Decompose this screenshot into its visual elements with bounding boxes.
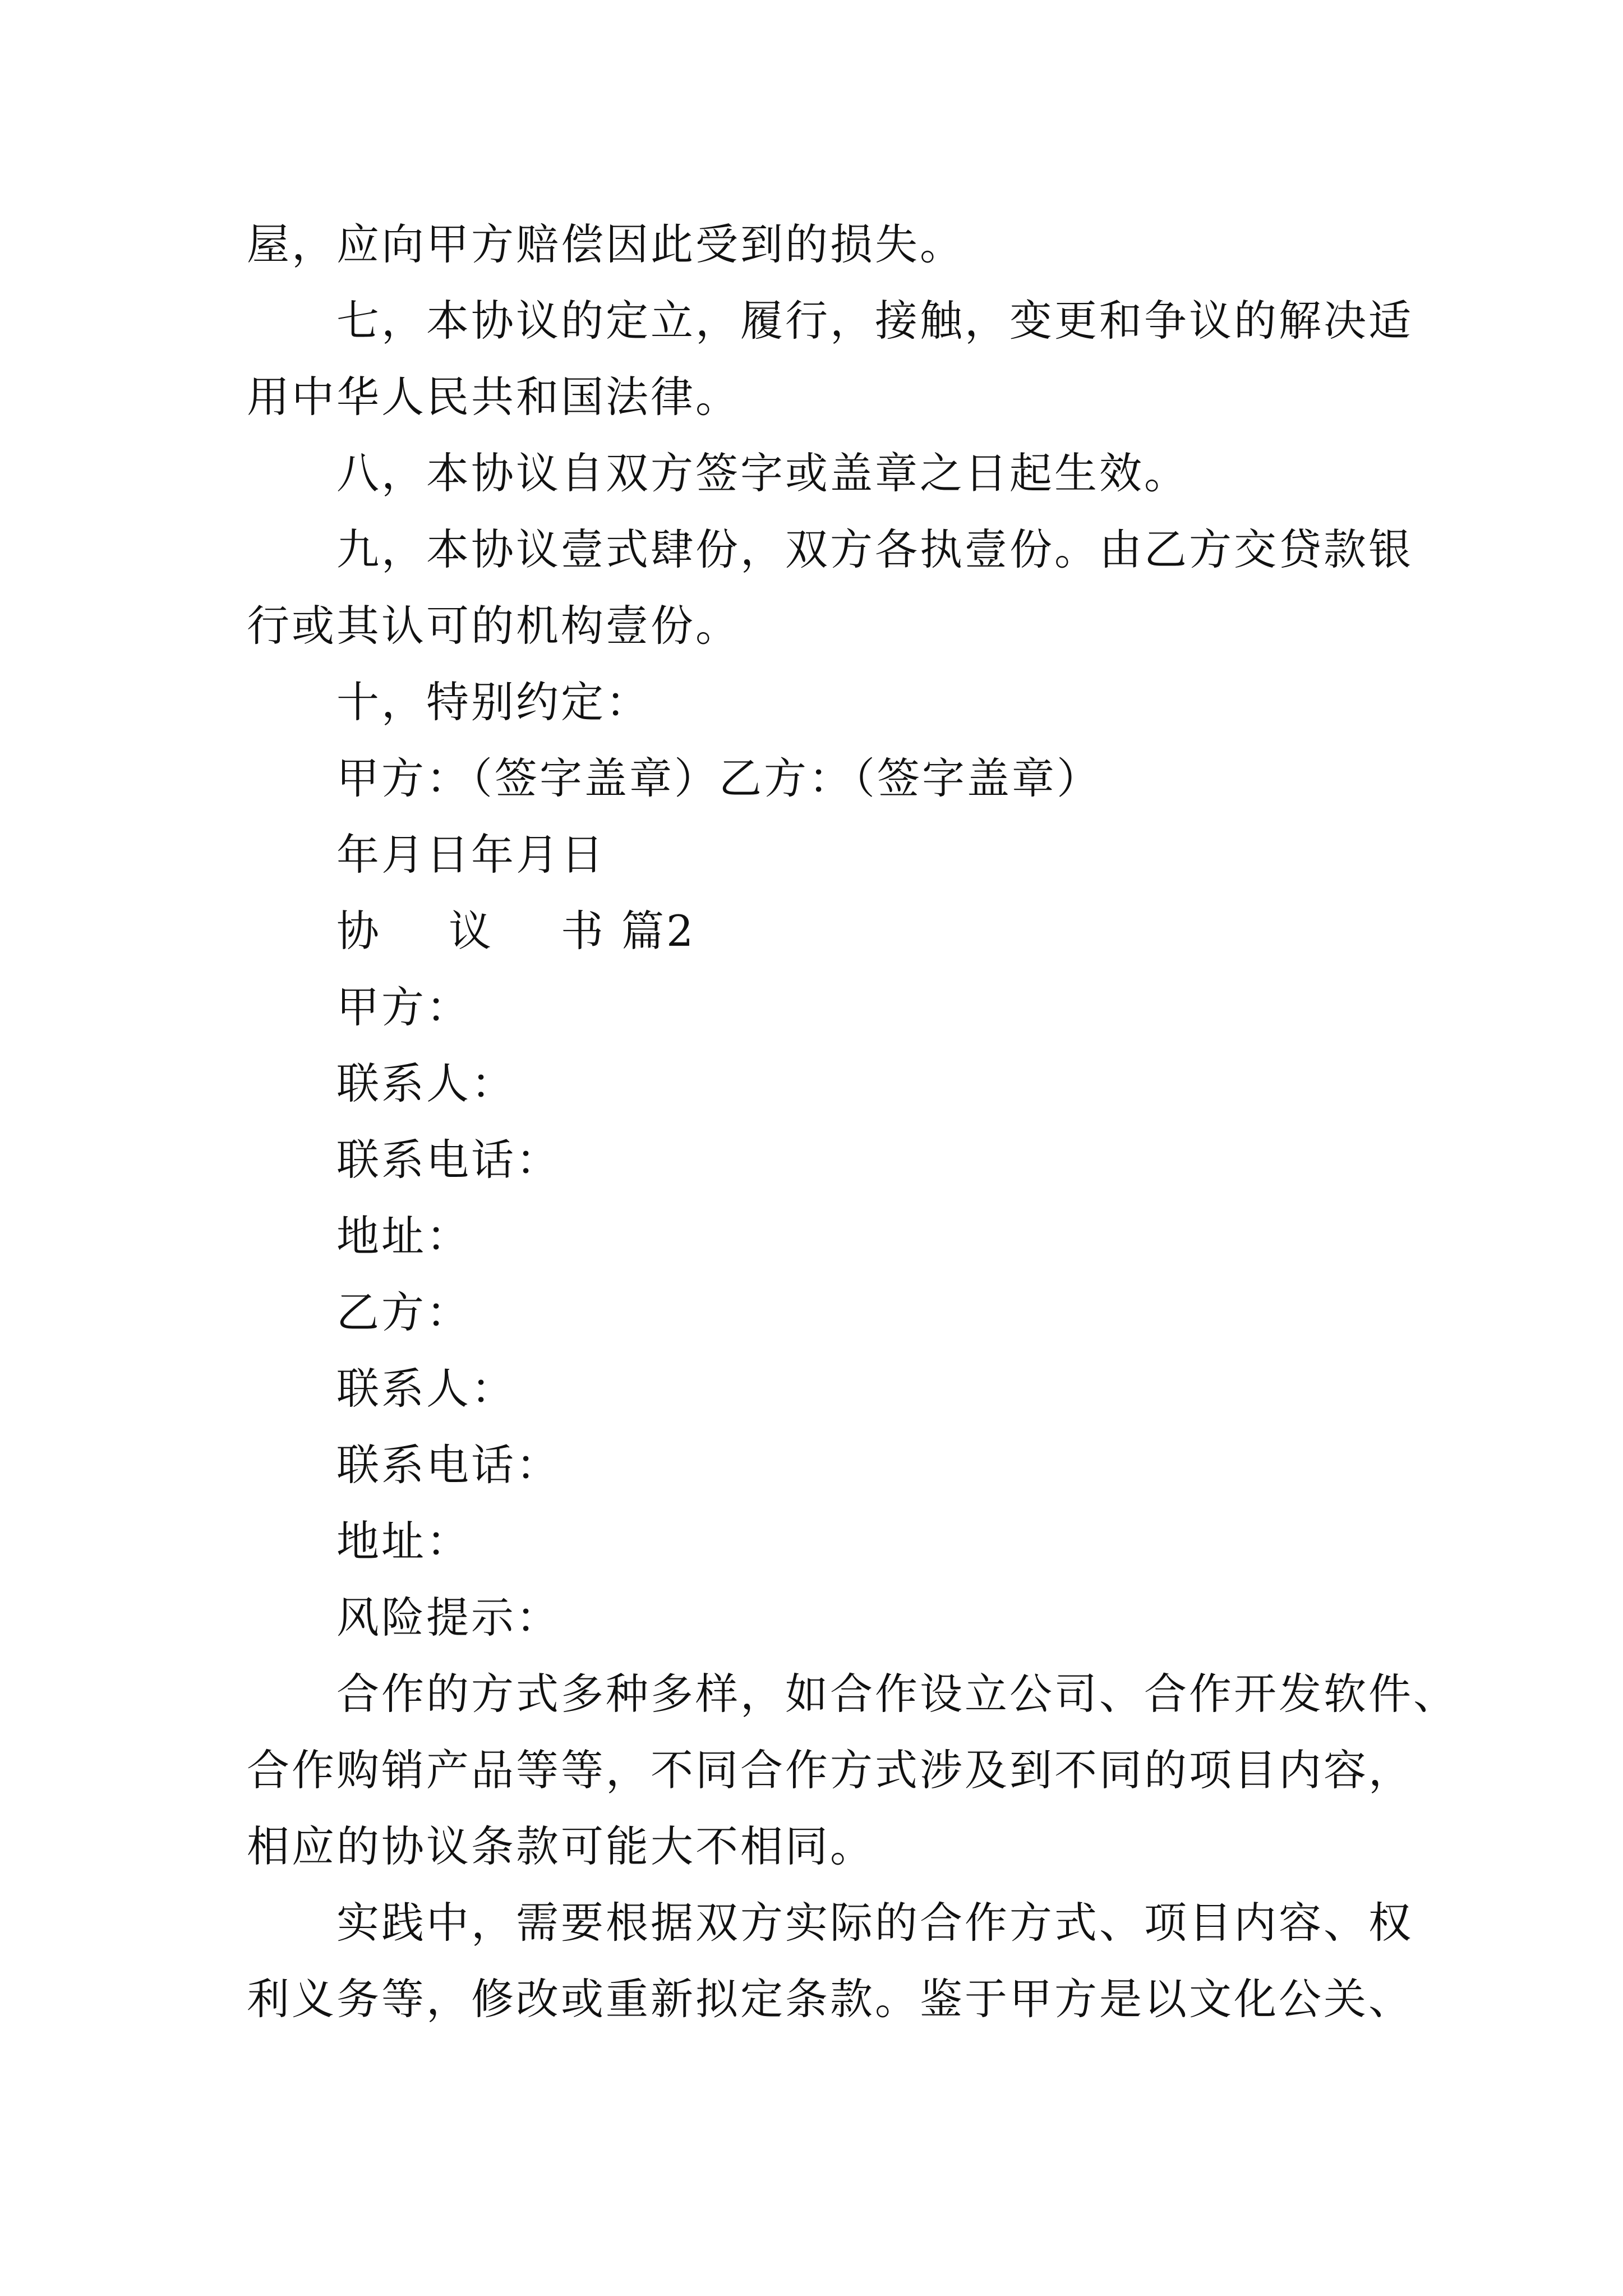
title-part: 协	[336, 906, 381, 956]
field-contact-b: 联系人：	[336, 1364, 516, 1414]
title-part: 议	[449, 906, 494, 956]
text-line: 七，本协议的定立，履行，接触，变更和争议的解决适	[336, 296, 1413, 346]
paragraph-line: 相应的协议条款可能大不相同。	[247, 1821, 875, 1871]
text-line: 屋，应向甲方赔偿因此受到的损失。	[247, 219, 965, 269]
title-part: 篇2	[621, 906, 696, 956]
text-line: 用中华人民共和国法律。	[247, 372, 740, 422]
paragraph-line: 实践中，需要根据双方实际的合作方式、项目内容、权	[336, 1898, 1413, 1948]
field-address-a: 地址：	[336, 1211, 471, 1261]
section-title	[247, 893, 1408, 969]
text-line: 行或其认可的机构壹份。	[247, 601, 740, 651]
date-line: 年月日年月日	[336, 830, 606, 880]
text-line: 十，特别约定：	[336, 677, 651, 727]
paragraph-line: 合作购销产品等等，不同合作方式涉及到不同的项目内容，	[247, 1745, 1413, 1795]
field-party-b: 乙方：	[336, 1287, 471, 1337]
title-part: 书	[561, 906, 606, 956]
risk-heading: 风险提示：	[336, 1593, 561, 1642]
text-line: 九，本协议壹式肆份，双方各执壹份。由乙方交贷款银	[336, 524, 1413, 574]
field-party-a: 甲方：	[336, 982, 471, 1032]
paragraph-line: 利义务等，修改或重新拟定条款。鉴于甲方是以文化公关、	[247, 1974, 1413, 2024]
field-phone-b: 联系电话：	[336, 1440, 561, 1490]
signature-line: 甲方：（签字盖章）乙方：（签字盖章）	[336, 753, 1101, 803]
field-contact-a: 联系人：	[336, 1059, 516, 1108]
field-address-b: 地址：	[336, 1516, 471, 1566]
paragraph-line: 合作的方式多种多样，如合作设立公司、合作开发软件、	[336, 1669, 1458, 1719]
text-line: 八，本协议自双方签字或盖章之日起生效。	[336, 448, 1189, 498]
field-phone-a: 联系电话：	[336, 1135, 561, 1185]
document-body	[247, 206, 1458, 2037]
